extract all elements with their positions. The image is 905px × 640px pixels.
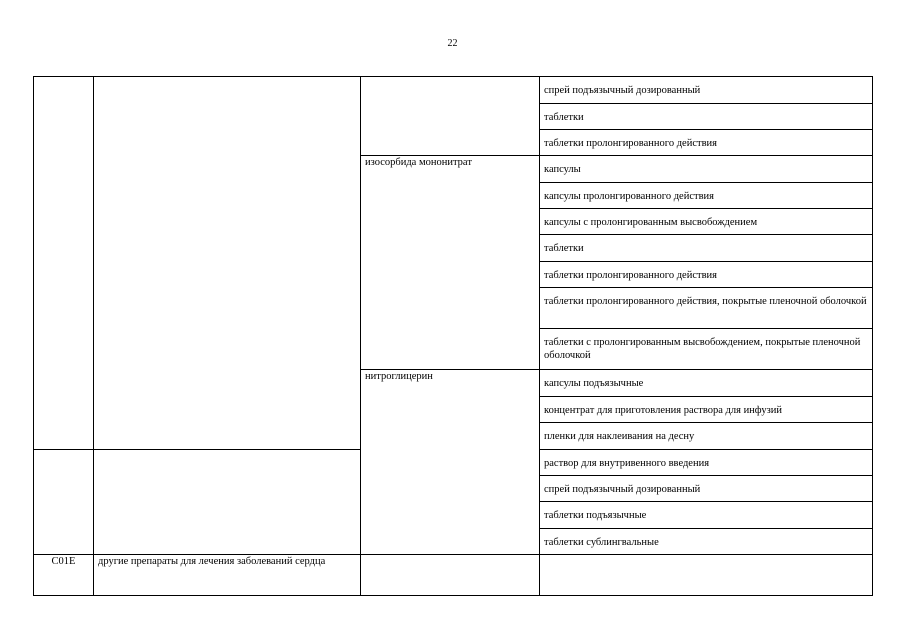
dosage-form-text: таблетки xyxy=(544,243,584,254)
code-cell xyxy=(34,450,94,555)
dosage-form-cell xyxy=(540,329,873,370)
dosage-form-cell xyxy=(540,104,873,130)
dosage-form-cell xyxy=(540,476,873,502)
dosage-form-cell xyxy=(540,235,873,262)
dosage-form-text: спрей подъязычный дозированный xyxy=(544,85,701,96)
page-number: 22 xyxy=(447,38,458,49)
dosage-form-text: пленки для наклеивания на десну xyxy=(544,431,695,442)
dosage-form-text: капсулы с пролонгированным высвобождением xyxy=(544,217,758,228)
drug-name-cell xyxy=(361,77,540,156)
dosage-form-cell xyxy=(540,555,873,596)
dosage-form-cell xyxy=(540,183,873,209)
dosage-form-cell xyxy=(540,502,873,529)
dosage-form-text: таблетки пролонгированного действия, покрытые пленочной оболочкой xyxy=(544,296,867,307)
drug-name-cell xyxy=(361,156,540,370)
dosage-form-text: капсулы пролонгированного действия xyxy=(544,191,714,202)
drug-name-cell xyxy=(361,555,540,596)
dosage-form-text: таблетки подъязычные xyxy=(544,510,647,521)
atc-code-cell xyxy=(34,555,94,596)
dosage-form-text: таблетки сублингвальные xyxy=(544,537,659,548)
dosage-form-cell xyxy=(540,529,873,555)
dosage-form-cell xyxy=(540,370,873,397)
drug-table xyxy=(33,76,873,596)
table-row xyxy=(34,555,873,596)
dosage-form-text: спрей подъязычный дозированный xyxy=(544,484,701,495)
table-row xyxy=(34,77,873,104)
dosage-form-cell xyxy=(540,77,873,104)
drug-name-text: нитроглицерин xyxy=(365,371,433,382)
dosage-form-cell xyxy=(540,288,873,329)
dosage-form-text: концентрат для приготовления раствора для инфузий xyxy=(544,405,782,416)
group-text: другие препараты для лечения заболеваний сердца xyxy=(98,556,326,567)
group-cell xyxy=(94,77,361,450)
dosage-form-text: таблетки с пролонгированным высвобождением, покрытые пленочной оболочкой xyxy=(544,337,861,361)
drug-name-cell xyxy=(361,370,540,555)
atc-code-text: C01E xyxy=(51,556,76,567)
dosage-form-text: капсулы подъязычные xyxy=(544,378,644,389)
dosage-form-cell xyxy=(540,209,873,235)
dosage-form-text: раствор для внутривенного введения xyxy=(544,458,710,469)
code-cell xyxy=(34,77,94,450)
dosage-form-text: таблетки xyxy=(544,112,584,123)
dosage-form-cell xyxy=(540,262,873,288)
dosage-form-cell xyxy=(540,423,873,450)
group-cell xyxy=(94,555,361,596)
drug-name-text: изосорбида мононитрат xyxy=(365,157,472,168)
dosage-form-cell xyxy=(540,130,873,156)
dosage-form-text: таблетки пролонгированного действия xyxy=(544,138,717,149)
dosage-form-cell xyxy=(540,397,873,423)
dosage-form-text: таблетки пролонгированного действия xyxy=(544,270,717,281)
dosage-form-text: капсулы xyxy=(544,164,581,175)
dosage-form-cell xyxy=(540,156,873,183)
group-cell xyxy=(94,450,361,555)
dosage-form-cell xyxy=(540,450,873,476)
